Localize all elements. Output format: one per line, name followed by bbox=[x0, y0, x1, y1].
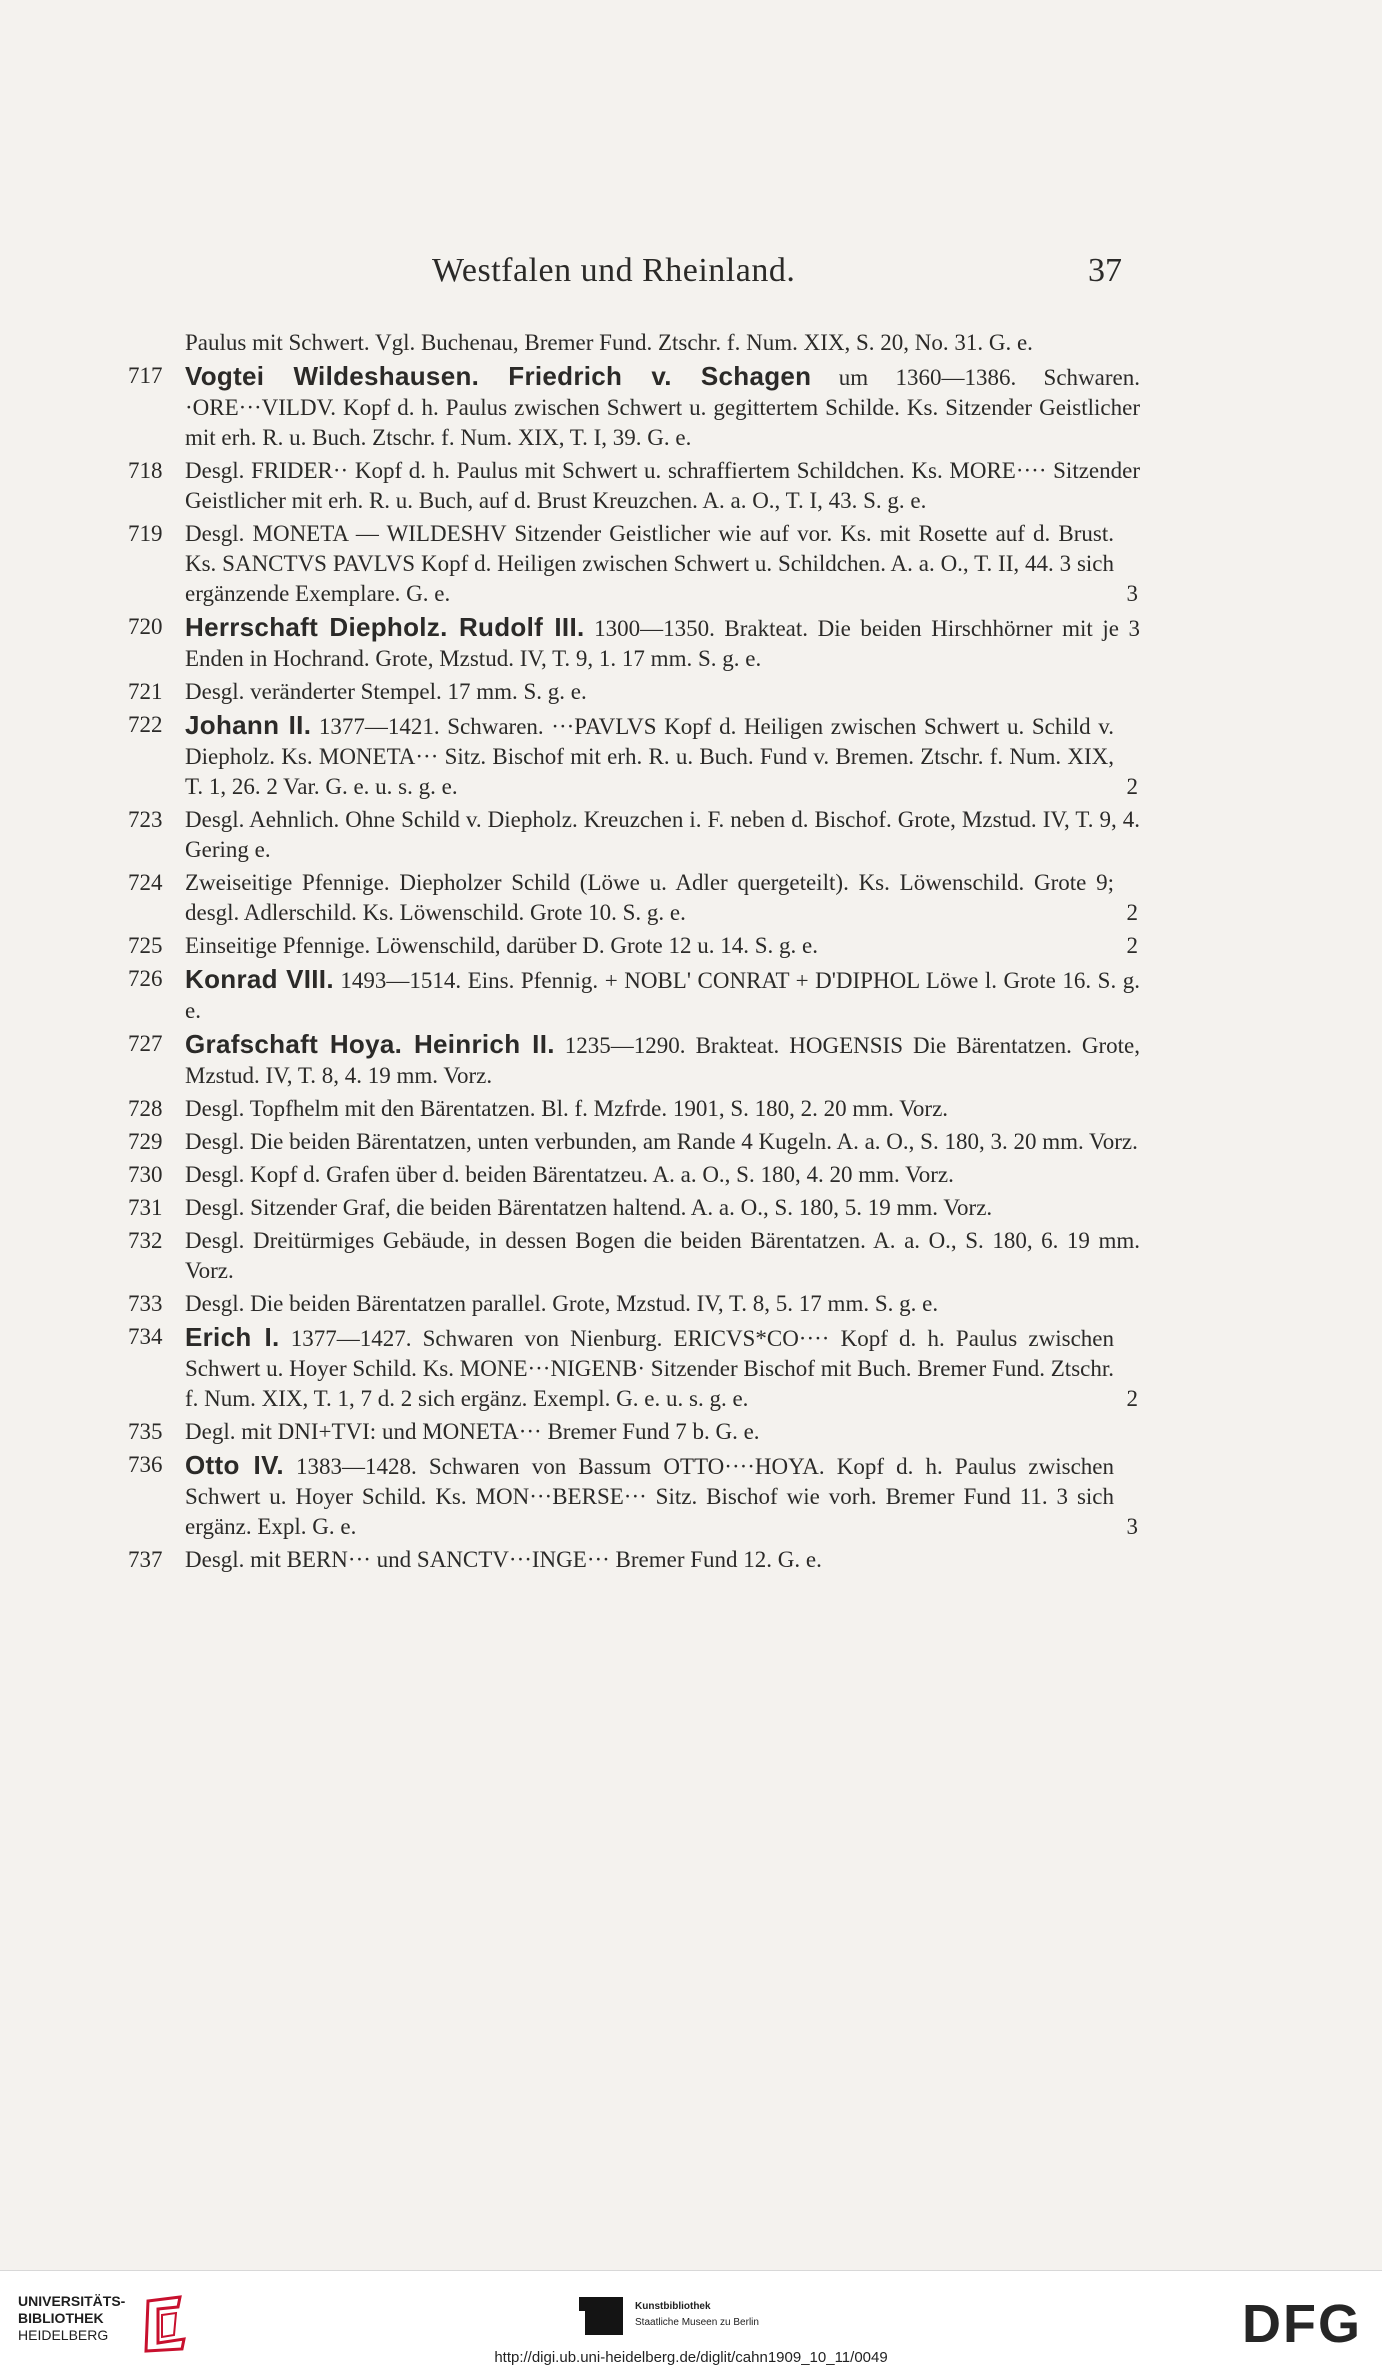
catalog-entry bbox=[120, 328, 1140, 358]
entry-number: 728 bbox=[128, 1096, 163, 1121]
catalog-entry bbox=[120, 456, 1140, 516]
entry-description: Desgl. Topfhelm mit den Bärentatzen. Bl. f. Mzfrde. 1901, S. 180, 2. 20 mm. Vorz. bbox=[185, 1096, 949, 1121]
entry-description: Desgl. Sitzender Graf, die beiden Bärentatzen haltend. A. a. O., S. 180, 5. 19 mm. Vorz. bbox=[185, 1195, 993, 1220]
entry-number: 733 bbox=[128, 1291, 163, 1316]
entry-text bbox=[185, 519, 1140, 609]
entry-number: 719 bbox=[128, 521, 163, 546]
ub-line3: HEIDELBERG bbox=[18, 2327, 109, 2343]
entry-description: Zweiseitige Pfennige. Diepholzer Schild (Löwe u. Adler quergeteilt). Ks. Löwenschild. Grote 9; desgl. Adlerschild. Ks. Löwenschild. Grote 10. S. g. e. bbox=[185, 870, 1114, 925]
entry-count: 2 bbox=[1126, 774, 1138, 799]
entry-heading: Johann II. bbox=[185, 710, 312, 740]
catalog-entry bbox=[120, 1029, 1140, 1091]
entry-text bbox=[185, 1289, 1140, 1319]
entry-description: Desgl. Dreitürmiges Gebäude, in dessen Bogen die beiden Bärentatzen. A. a. O., S. 180, 6. 19 mm. Vorz. bbox=[185, 1228, 1140, 1283]
catalog-entry bbox=[120, 710, 1140, 802]
entry-description: 1235—1290. Brakteat. HOGENSIS Die Bärentatzen. Grote, Mzstud. IV, T. 8, 4. 19 mm. Vorz. bbox=[185, 1033, 1140, 1088]
entry-heading: Herrschaft Diepholz. Rudolf III. bbox=[185, 612, 585, 642]
entry-heading: Erich I. bbox=[185, 1322, 280, 1352]
entry-number: 730 bbox=[128, 1162, 163, 1187]
entry-number: 724 bbox=[128, 870, 163, 895]
entry-number: 736 bbox=[128, 1452, 163, 1477]
entry-heading: Otto IV. bbox=[185, 1450, 284, 1480]
entry-text bbox=[185, 456, 1140, 516]
kunstbibliothek-logo[interactable] bbox=[585, 2293, 845, 2343]
entry-description: Paulus mit Schwert. Vgl. Buchenau, Bremer Fund. Ztschr. f. Num. XIX, S. 20, No. 31. G. e. bbox=[185, 330, 1033, 355]
entry-text bbox=[185, 361, 1140, 453]
running-title: Westfalen und Rheinland. bbox=[432, 252, 796, 289]
entry-description: 1377—1427. Schwaren von Nienburg. ERICVS*CO···· Kopf d. h. Paulus zwischen Schwert u. Hoyer Schild. Ks. MONE···NIGENB· Sitzender Bischof mit Buch. Bremer Fund. Ztschr. f. Num. XIX, T. 1, 7 d. 2 sich ergänz. Exempl. G. e. u. s. g. e. bbox=[185, 1326, 1115, 1411]
kb-line2: Staatliche Museen zu Berlin bbox=[635, 2317, 759, 2328]
entry-text bbox=[185, 931, 1140, 961]
entry-number: 731 bbox=[128, 1195, 163, 1220]
entry-text bbox=[185, 1545, 1140, 1575]
entry-description: Desgl. Aehnlich. Ohne Schild v. Diepholz. Kreuzchen i. F. neben d. Bischof. Grote, Mzstud. IV, T. 9, 4. Gering e. bbox=[185, 807, 1140, 862]
entry-description: 1493—1514. Eins. Pfennig. + NOBL' CONRAT + D'DIPHOL Löwe l. Grote 16. S. g. e. bbox=[185, 968, 1141, 1023]
page-header bbox=[430, 252, 1130, 302]
ub-line1: UNIVERSITÄTS- bbox=[18, 2293, 126, 2309]
entry-text bbox=[185, 1127, 1140, 1157]
entry-number: 727 bbox=[128, 1031, 163, 1056]
entry-heading: Grafschaft Hoya. Heinrich II. bbox=[185, 1029, 555, 1059]
entry-description: Desgl. mit BERN··· und SANCTV···INGE··· Bremer Fund 12. G. e. bbox=[185, 1547, 822, 1572]
entry-number: 737 bbox=[128, 1547, 163, 1572]
entry-description: Desgl. veränderter Stempel. 17 mm. S. g. e. bbox=[185, 679, 587, 704]
entry-number: 735 bbox=[128, 1419, 163, 1444]
entry-text bbox=[185, 1450, 1140, 1542]
entry-description: 1383—1428. Schwaren von Bassum OTTO····HOYA. Kopf d. h. Paulus zwischen Schwert u. Hoyer Schild. Ks. MON···BERSE··· Sitz. Bischof wie vorh. Bremer Fund 11. 3 sich ergänz. Expl. G. e. bbox=[185, 1454, 1115, 1539]
entry-count: 3 bbox=[1126, 581, 1138, 606]
entry-count: 3 bbox=[1126, 1514, 1138, 1539]
entry-text bbox=[185, 1094, 1140, 1124]
entry-heading: Konrad VIII. bbox=[185, 964, 334, 994]
entry-number: 726 bbox=[128, 966, 163, 991]
catalog-entry bbox=[120, 1160, 1140, 1190]
entry-description: Desgl. Kopf d. Grafen über d. beiden Bärentatzeu. A. a. O., S. 180, 4. 20 mm. Vorz. bbox=[185, 1162, 954, 1187]
entry-description: Einseitige Pfennige. Löwenschild, darüber D. Grote 12 u. 14. S. g. e. bbox=[185, 933, 819, 958]
catalog-entry bbox=[120, 868, 1140, 928]
entry-number: 729 bbox=[128, 1129, 163, 1154]
page-number: 37 bbox=[1088, 252, 1122, 289]
entry-description: Desgl. Die beiden Bärentatzen parallel. Grote, Mzstud. IV, T. 8, 5. 17 mm. S. g. e. bbox=[185, 1291, 939, 1316]
entry-number: 734 bbox=[128, 1324, 163, 1349]
entry-count: 2 bbox=[1126, 933, 1138, 958]
dfg-logo[interactable]: DFG bbox=[1242, 2294, 1362, 2354]
entry-text bbox=[185, 1322, 1140, 1414]
source-url[interactable]: http://digi.ub.uni-heidelberg.de/diglit/cahn1909_10_11/0049 bbox=[494, 2349, 888, 2366]
entry-number: 718 bbox=[128, 458, 163, 483]
entry-number: 720 bbox=[128, 614, 163, 639]
catalog-entry bbox=[120, 612, 1140, 674]
entry-description: Desgl. FRIDER·· Kopf d. h. Paulus mit Schwert u. schraffiertem Schildchen. Ks. MORE···· Sitzender Geistlicher mit erh. R. u. Buch, auf d. Brust Kreuzchen. A. a. O., T. I, 43. S. g. e. bbox=[185, 458, 1140, 513]
entry-count: 2 bbox=[1126, 1386, 1138, 1411]
entry-number: 721 bbox=[128, 679, 163, 704]
entry-description: Desgl. Die beiden Bärentatzen, unten verbunden, am Rande 4 Kugeln. A. a. O., S. 180, 3. 20 mm. Vorz. bbox=[185, 1129, 1138, 1154]
catalog-entry bbox=[120, 361, 1140, 453]
catalog-entry bbox=[120, 931, 1140, 961]
entry-text bbox=[185, 710, 1140, 802]
catalog-entry bbox=[120, 1094, 1140, 1124]
entry-number: 722 bbox=[128, 712, 163, 737]
catalog-entries bbox=[120, 328, 1140, 1578]
entry-number: 717 bbox=[128, 363, 163, 388]
entry-description: um 1360—1386. Schwaren. ·ORE···VILDV. Kopf d. h. Paulus zwischen Schwert u. gegittertem Schilde. Ks. Sitzender Geistlicher mit erh. R. u. Buch. Ztschr. f. Num. XIX, T. I, 39. G. e. bbox=[185, 365, 1140, 450]
entry-text bbox=[185, 1160, 1140, 1190]
kunstbibliothek-emblem-icon bbox=[585, 2297, 623, 2335]
entry-text bbox=[185, 805, 1140, 865]
entry-description: Desgl. MONETA — WILDESHV Sitzender Geistlicher wie auf vor. Ks. mit Rosette auf d. Brust. Ks. SANCTVS PAVLVS Kopf d. Heiligen zwischen Schwert u. Schildchen. A. a. O., T. II, 44. 3 sich ergänzende Exemplare. G. e. bbox=[185, 521, 1114, 606]
entry-description: 1300—1350. Brakteat. Die beiden Hirschhörner mit je 3 Enden in Hochrand. Grote, Mzstud. IV, T. 9, 1. 17 mm. S. g. e. bbox=[185, 616, 1140, 671]
ub-line2: BIBLIOTHEK bbox=[18, 2310, 104, 2326]
catalog-entry bbox=[120, 1127, 1140, 1157]
entry-text bbox=[185, 612, 1140, 674]
entry-number: 725 bbox=[128, 933, 163, 958]
catalog-entry bbox=[120, 677, 1140, 707]
entry-text bbox=[185, 964, 1140, 1026]
catalog-entry bbox=[120, 1193, 1140, 1223]
catalog-entry bbox=[120, 1417, 1140, 1447]
entry-heading: Vogtei Wildeshausen. Friedrich v. Schagen bbox=[185, 361, 812, 391]
entry-text bbox=[185, 1417, 1140, 1447]
entry-text bbox=[185, 677, 1140, 707]
ub-emblem-icon bbox=[140, 2295, 192, 2353]
catalog-entry bbox=[120, 805, 1140, 865]
entry-description: 1377—1421. Schwaren. ···PAVLVS Kopf d. Heiligen zwischen Schwert u. Schild v. Diepholz. Ks. MONETA··· Sitz. Bischof mit erh. R. u. Buch. Fund v. Bremen. Ztschr. f. Num. XIX, T. 1, 26. 2 Var. G. e. u. s. g. e. bbox=[185, 714, 1115, 799]
kb-line1: Kunstbibliothek bbox=[635, 2301, 711, 2312]
entry-text bbox=[185, 1029, 1140, 1091]
entry-number: 732 bbox=[128, 1228, 163, 1253]
kunstbibliothek-text bbox=[635, 2299, 759, 2331]
catalog-entry bbox=[120, 519, 1140, 609]
entry-text bbox=[185, 868, 1140, 928]
catalog-entry bbox=[120, 1450, 1140, 1542]
entry-text bbox=[185, 328, 1140, 358]
catalog-entry bbox=[120, 1289, 1140, 1319]
entry-text bbox=[185, 1193, 1140, 1223]
entry-text bbox=[185, 1226, 1140, 1286]
catalog-entry bbox=[120, 1322, 1140, 1414]
catalog-entry bbox=[120, 1226, 1140, 1286]
footer-bar bbox=[0, 2270, 1382, 2373]
catalog-entry bbox=[120, 964, 1140, 1026]
entry-number: 723 bbox=[128, 807, 163, 832]
entry-count: 2 bbox=[1126, 900, 1138, 925]
ub-heidelberg-text bbox=[18, 2293, 125, 2344]
catalog-entry bbox=[120, 1545, 1140, 1575]
entry-description: Degl. mit DNI+TVI: und MONETA··· Bremer Fund 7 b. G. e. bbox=[185, 1419, 760, 1444]
